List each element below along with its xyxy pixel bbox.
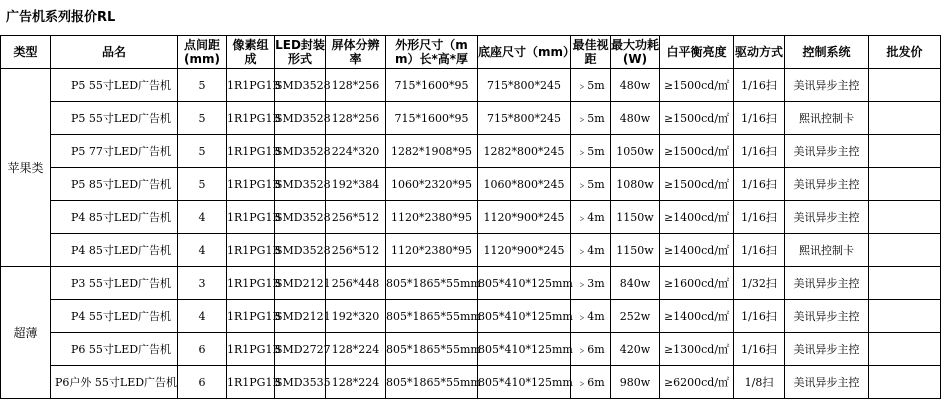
table-cell[interactable]: ﹥5m [571,168,611,201]
table-cell[interactable]: 1/16扫 [734,102,785,135]
price-table [0,35,941,399]
header-cell[interactable]: 批发价 [869,36,941,69]
table-cell[interactable]: ﹥6m [571,333,611,366]
table-cell[interactable]: 美讯异步主控 [785,267,869,300]
table-cell[interactable]: SMD2727 [275,333,326,366]
table-cell[interactable]: ﹥5m [571,135,611,168]
table-row [1,267,941,300]
table-cell[interactable]: SMD3528 [275,201,326,234]
header-cell[interactable]: 控制系统 [785,36,869,69]
table-cell[interactable]: ≥1400cd/㎡ [660,201,734,234]
table-row [1,300,941,333]
table-cell[interactable]: 1/8扫 [734,366,785,399]
table-cell[interactable]: 1150w [611,234,660,267]
table-cell[interactable]: 805*410*125mm [478,366,571,399]
table-cell[interactable]: 805*410*125mm [478,300,571,333]
table-cell[interactable]: ≥6200cd/㎡ [660,366,734,399]
table-cell[interactable]: SMD2121 [275,300,326,333]
table-cell[interactable]: 美讯异步主控 [785,333,869,366]
category-cell[interactable]: 苹果类 [1,69,51,267]
table-cell[interactable]: 256*512 [326,234,386,267]
table-cell[interactable]: 5 [178,135,227,168]
header-cell[interactable]: 白平衡亮度 [660,36,734,69]
table-cell[interactable]: 224*320 [326,135,386,168]
table-cell[interactable] [869,267,941,300]
header-cell[interactable]: 类型 [1,36,51,69]
table-cell[interactable]: 715*1600*95 [386,102,478,135]
table-cell[interactable]: SMD2121 [275,267,326,300]
table-cell[interactable]: 128*224 [326,366,386,399]
table-cell[interactable]: 1080w [611,168,660,201]
table-cell[interactable]: 4 [178,201,227,234]
product-name-cell[interactable]: P4 55寸LED广告机 [51,300,178,333]
table-cell[interactable]: 1/16扫 [734,135,785,168]
table-cell[interactable]: 熙讯控制卡 [785,102,869,135]
table-cell[interactable]: 805*1865*55mm [386,366,478,399]
table-cell[interactable]: 美讯异步主控 [785,201,869,234]
table-cell[interactable]: 128*256 [326,69,386,102]
header-row [1,36,941,69]
header-cell[interactable]: 屏体分辨率 [326,36,386,69]
table-cell[interactable]: 1/16扫 [734,333,785,366]
table-cell[interactable]: 1R1PG1B [227,300,275,333]
table-cell[interactable]: 1R1PG1B [227,234,275,267]
table-cell[interactable]: 4 [178,300,227,333]
table-row [1,168,941,201]
table-cell[interactable]: 192*384 [326,168,386,201]
table-cell[interactable]: 256*448 [326,267,386,300]
table-cell[interactable]: 1150w [611,201,660,234]
table-cell[interactable]: 1060*2320*95 [386,168,478,201]
table-cell[interactable]: 480w [611,102,660,135]
table-cell[interactable]: 1060*800*245 [478,168,571,201]
table-cell[interactable]: 6 [178,333,227,366]
table-cell[interactable]: 1R1PG1B [227,267,275,300]
product-name-cell[interactable]: P5 85寸LED广告机 [51,168,178,201]
header-cell[interactable]: 点间距(mm) [178,36,227,69]
product-name-cell[interactable]: P4 85寸LED广告机 [51,234,178,267]
table-row [1,333,941,366]
table-cell[interactable]: 5 [178,168,227,201]
table-cell[interactable]: 715*800*245 [478,69,571,102]
table-cell[interactable]: SMD3528 [275,168,326,201]
header-cell[interactable]: 外形尺寸（mm）长*高*厚 [386,36,478,69]
table-cell[interactable]: 252w [611,300,660,333]
table-cell[interactable]: 980w [611,366,660,399]
table-cell[interactable]: ﹥4m [571,300,611,333]
table-cell[interactable]: 715*800*245 [478,102,571,135]
table-cell[interactable]: SMD3535 [275,366,326,399]
table-cell[interactable]: 1R1PG1B [227,168,275,201]
table-cell[interactable]: ≥1500cd/㎡ [660,168,734,201]
table-cell[interactable]: ﹥5m [571,69,611,102]
table-cell[interactable]: ﹥4m [571,201,611,234]
table-row [1,234,941,267]
table-cell[interactable]: 1R1PG1B [227,333,275,366]
table-cell[interactable]: 1R1PG1B [227,366,275,399]
table-cell[interactable]: 4 [178,234,227,267]
table-cell[interactable] [869,201,941,234]
table-cell[interactable]: ≥1500cd/㎡ [660,102,734,135]
table-cell[interactable] [869,366,941,399]
product-name-cell[interactable]: P3 55寸LED广告机 [51,267,178,300]
table-cell[interactable]: ﹥5m [571,102,611,135]
table-cell[interactable]: 1R1PG1B [227,69,275,102]
table-cell[interactable]: 6 [178,366,227,399]
table-cell[interactable]: 1R1PG1B [227,201,275,234]
table-cell[interactable]: ﹥3m [571,267,611,300]
product-name-cell[interactable]: P4 85寸LED广告机 [51,201,178,234]
table-cell[interactable]: 805*1865*55mm [386,267,478,300]
table-cell[interactable]: 美讯异步主控 [785,168,869,201]
table-cell[interactable]: 1R1PG1B [227,102,275,135]
sheet-title[interactable]: 广告机系列报价RL [6,10,116,25]
header-cell[interactable]: LED封装形式 [275,36,326,69]
table-row [1,102,941,135]
table-cell[interactable]: 1/16扫 [734,168,785,201]
table-cell[interactable]: 1/16扫 [734,69,785,102]
table-cell[interactable]: 1120*900*245 [478,234,571,267]
table-cell[interactable]: 1282*800*245 [478,135,571,168]
table-cell[interactable]: 256*512 [326,201,386,234]
table-cell[interactable] [869,102,941,135]
table-cell[interactable]: 1/32扫 [734,267,785,300]
table-row [1,135,941,168]
table-cell[interactable]: 3 [178,267,227,300]
table-cell[interactable]: 128*224 [326,333,386,366]
table-cell[interactable]: 美讯异步主控 [785,300,869,333]
table-cell[interactable]: SMD3528 [275,234,326,267]
table-cell[interactable]: ≥1500cd/㎡ [660,135,734,168]
table-cell[interactable]: 420w [611,333,660,366]
table-cell[interactable]: 美讯异步主控 [785,135,869,168]
table-cell[interactable]: 1R1PG1B [227,135,275,168]
table-cell[interactable]: 1282*1908*95 [386,135,478,168]
table-cell[interactable]: 1/16扫 [734,234,785,267]
table-cell[interactable] [869,69,941,102]
table-cell[interactable]: 5 [178,102,227,135]
table-cell[interactable]: 715*1600*95 [386,69,478,102]
header-cell[interactable]: 像素组成 [227,36,275,69]
table-cell[interactable]: ≥1600cd/㎡ [660,267,734,300]
table-cell[interactable]: 192*320 [326,300,386,333]
table-cell[interactable]: ﹥4m [571,234,611,267]
header-cell[interactable]: 最佳视距 [571,36,611,69]
table-cell[interactable]: 128*256 [326,102,386,135]
product-name-cell[interactable]: P5 77寸LED广告机 [51,135,178,168]
table-cell[interactable]: 美讯异步主控 [785,366,869,399]
table-cell[interactable]: 美讯异步主控 [785,69,869,102]
table-cell[interactable]: 840w [611,267,660,300]
table-cell[interactable]: ≥1300cd/㎡ [660,333,734,366]
table-cell[interactable]: SMD3528 [275,102,326,135]
table-row [1,201,941,234]
table-cell[interactable]: 5 [178,69,227,102]
table-row [1,366,941,399]
category-cell[interactable]: 超薄 [1,267,51,399]
table-cell[interactable]: SMD3528 [275,69,326,102]
table-cell[interactable] [869,300,941,333]
table-cell[interactable]: ≥1400cd/㎡ [660,300,734,333]
table-cell[interactable] [869,135,941,168]
table-cell[interactable]: 1/16扫 [734,300,785,333]
table-cell[interactable]: ﹥6m [571,366,611,399]
header-cell[interactable]: 最大功耗(W) [611,36,660,69]
table-cell[interactable]: 1120*900*245 [478,201,571,234]
table-cell[interactable] [869,168,941,201]
table-cell[interactable]: SMD3528 [275,135,326,168]
table-cell[interactable] [869,234,941,267]
header-cell[interactable]: 底座尺寸（mm） [478,36,571,69]
table-cell[interactable]: ≥1400cd/㎡ [660,234,734,267]
table-cell[interactable]: ≥1500cd/㎡ [660,69,734,102]
table-cell[interactable] [869,333,941,366]
table-row [1,69,941,102]
table-cell[interactable]: 1120*2380*95 [386,234,478,267]
table-cell[interactable]: 1120*2380*95 [386,201,478,234]
product-name-cell[interactable]: P5 55寸LED广告机 [51,102,178,135]
table-cell[interactable]: 480w [611,69,660,102]
table-cell[interactable]: 805*1865*55mm [386,300,478,333]
table-cell[interactable]: 1/16扫 [734,201,785,234]
product-name-cell[interactable]: P6 55寸LED广告机 [51,333,178,366]
table-cell[interactable]: 805*410*125mm [478,333,571,366]
header-cell[interactable]: 驱动方式 [734,36,785,69]
header-cell[interactable]: 品名 [51,36,178,69]
table-cell[interactable]: 熙讯控制卡 [785,234,869,267]
table-cell[interactable]: 1050w [611,135,660,168]
product-name-cell[interactable]: P5 55寸LED广告机 [51,69,178,102]
product-name-cell[interactable]: P6户外 55寸LED广告机 [51,366,178,399]
table-cell[interactable]: 805*410*125mm [478,267,571,300]
table-cell[interactable]: 805*1865*55mm [386,333,478,366]
